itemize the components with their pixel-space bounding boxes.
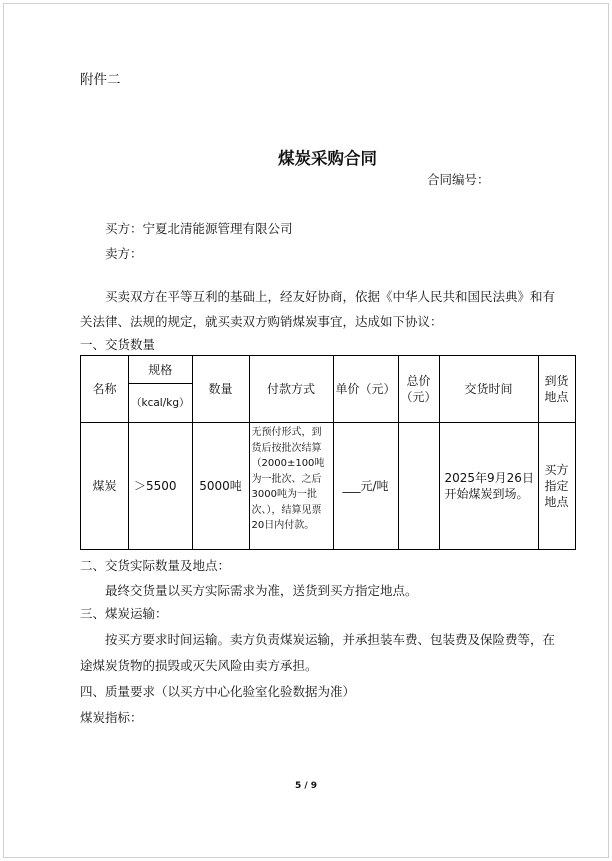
header-qty: 数量	[192, 356, 249, 423]
intro-line-2: 关法律、法规的规定，就买卖双方购销煤炭事宜，达成如下协议：	[80, 314, 443, 329]
header-spec-unit: （kcal/kg）	[129, 384, 193, 423]
annex-label: 附件二	[80, 72, 121, 88]
header-spec: 规格	[129, 356, 193, 384]
section-2-heading: 二、交货实际数量及地点：	[80, 558, 231, 573]
cell-spec: ＞5500	[129, 423, 193, 550]
header-payment: 付款方式	[249, 356, 333, 423]
buyer-line: 买方：宁夏北清能源管理有限公司	[105, 221, 293, 236]
header-name: 名称	[81, 356, 129, 423]
section-3-line-2: 途煤炭货物的损毁或灭失风险由卖方承担。	[80, 658, 318, 673]
intro-line-1: 买卖双方在平等互利的基础上，经友好协商，依据《中华人民共和国民法典》和有	[105, 289, 556, 304]
cell-qty: 5000吨	[192, 423, 249, 550]
seller-line: 卖方：	[105, 246, 143, 261]
section-3-line-1: 按买方要求时间运输。卖方负责煤炭运输，并承担装车费、包装费及保险费等，在	[105, 632, 556, 647]
cell-delivery-time: 2025年9月26日开始煤炭到场。	[439, 423, 538, 550]
document-title: 煤炭采购合同	[278, 149, 377, 168]
page-number: 5 / 9	[294, 781, 318, 791]
header-delivery-time: 交货时间	[439, 356, 538, 423]
section-1-heading: 一、交货数量	[80, 337, 156, 352]
cell-location: 买方指定地点	[538, 423, 575, 550]
cell-total	[398, 423, 439, 550]
header-unit-price: 单价（元）	[333, 356, 398, 423]
section-4-heading: 四、质量要求（以买方中心化验室化验数据为准）	[80, 684, 356, 699]
cell-unit-price: ___元/吨	[333, 423, 398, 550]
contract-number-label: 合同编号：	[427, 172, 490, 187]
cell-name: 煤炭	[81, 423, 129, 550]
section-3-heading: 三、煤炭运输：	[80, 606, 168, 621]
section-2-text: 最终交货量以买方实际需求为准，送货到买方指定地点。	[105, 583, 418, 598]
header-total: 总价（元）	[398, 356, 439, 423]
cell-payment: 无预付形式，到货后按批次结算（2000±100吨为一批次、之后3000吨为一批次、），结算见票20日内付款。	[249, 423, 333, 550]
coal-index-label: 煤炭指标：	[80, 710, 143, 725]
header-location: 到货地点	[538, 356, 575, 423]
delivery-table	[80, 355, 576, 550]
